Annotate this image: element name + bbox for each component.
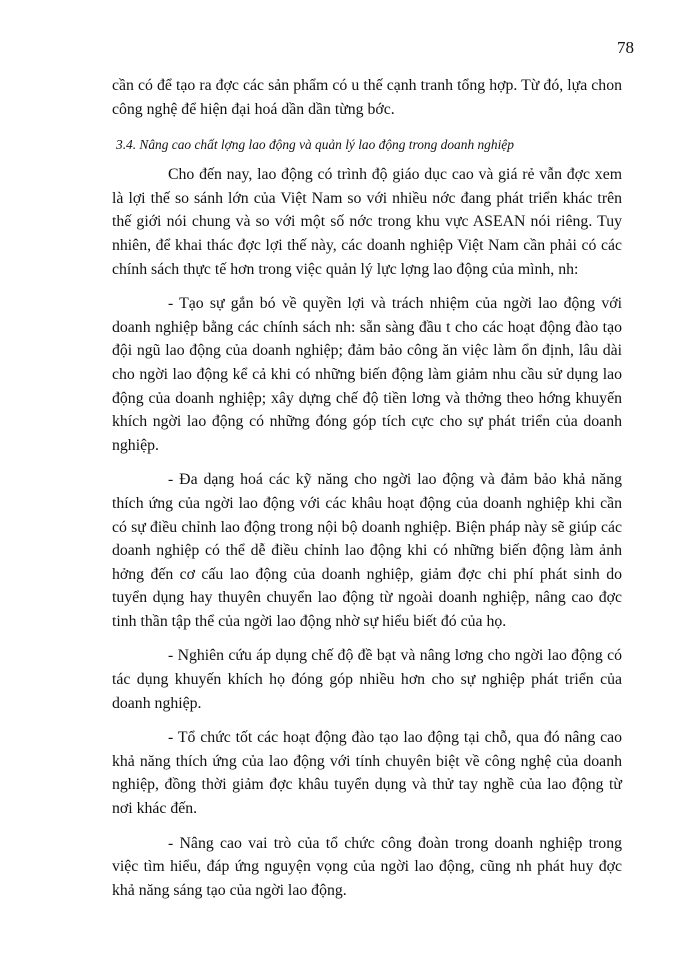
section-heading: 3.4. Nâng cao chất lợng lao động và quản lý lao động trong doanh nghiệp — [116, 137, 514, 153]
list-item: - Nâng cao vai trò của tổ chức công đoàn trong doanh nghiệp trong việc tìm hiểu, đáp ứng nguyện vọng của ngời lao động, cũng nh phát huy đợc khả năng sáng tạo của ngời lao động. — [112, 834, 622, 899]
intro-paragraph: cần có để tạo ra đợc các sản phẩm có u thế cạnh tranh tổng hợp. Từ đó, lựa chon công nghệ để hiện đại hoá dần dần từng bớc. — [112, 77, 622, 118]
list-item: - Nghiên cứu áp dụng chế độ đề bạt và nâng lơng cho ngời lao động có tác dụng khuyến khích họ đóng góp nhiều hơn cho sự nghiệp phát triển của doanh nghiệp. — [112, 647, 622, 712]
page-content — [112, 74, 622, 902]
list-item: - Tạo sự gắn bó về quyền lợi và trách nhiệm của ngời lao động với doanh nghiệp bằng các chính sách nh: sẵn sàng đầu t cho các hoạt động đào tạo đội ngũ lao động của doanh nghiệp; đảm bảo công ăn việc làm ổn định, lâu dài cho ngời lao động kể cả khi có những biến động làm giảm nhu cầu sử dụng lao động của doanh nghiệp; xây dựng chế độ tiền lơng và thởng theo hớng khuyến khích ngời lao động có những đóng góp tích cực cho sự phát triển của doanh nghiệp. — [112, 295, 622, 454]
list-item: - Tổ chức tốt các hoạt động đào tạo lao động tại chỗ, qua đó nâng cao khả năng thích ứng của lao động với tính chuyên biệt về công nghệ của doanh nghiệp, đồng thời giảm đợc khâu tuyển dụng và thử tay nghề của lao động từ nơi khác đến. — [112, 729, 622, 818]
page-number: 78 — [617, 38, 634, 57]
list-item: - Đa dạng hoá các kỹ năng cho ngời lao động và đảm bảo khả năng thích ứng của ngời lao động với các khâu hoạt động của doanh nghiệp khi cần có sự điều chỉnh lao động trong nội bộ doanh nghiệp. Biện pháp này sẽ giúp các doanh nghiệp có thể dễ điều chỉnh lao động khi có những biến động làm ảnh hởng đến cơ cấu lao động của doanh nghiệp, giảm đợc chi phí phát sinh do tuyển dụng hay thuyên chuyển lao động từ ngoài doanh nghiệp, nâng cao đợc tinh thần tập thể của ngời lao động nhờ sự hiểu biết đó của họ. — [112, 471, 622, 630]
body-paragraph: Cho đến nay, lao động có trình độ giáo dục cao và giá rẻ vẫn đợc xem là lợi thế so sánh lớn của Việt Nam so với nhiều nớc đang phát triển khác trên thế giới nói chung và so với một số nớc trong khu vực ASEAN nói riêng. Tuy nhiên, để khai thác đợc lợi thế này, các doanh nghiệp Việt Nam cần phải có các chính sách thực tế hơn trong việc quản lý lực lợng lao động của mình, nh: — [112, 166, 622, 278]
